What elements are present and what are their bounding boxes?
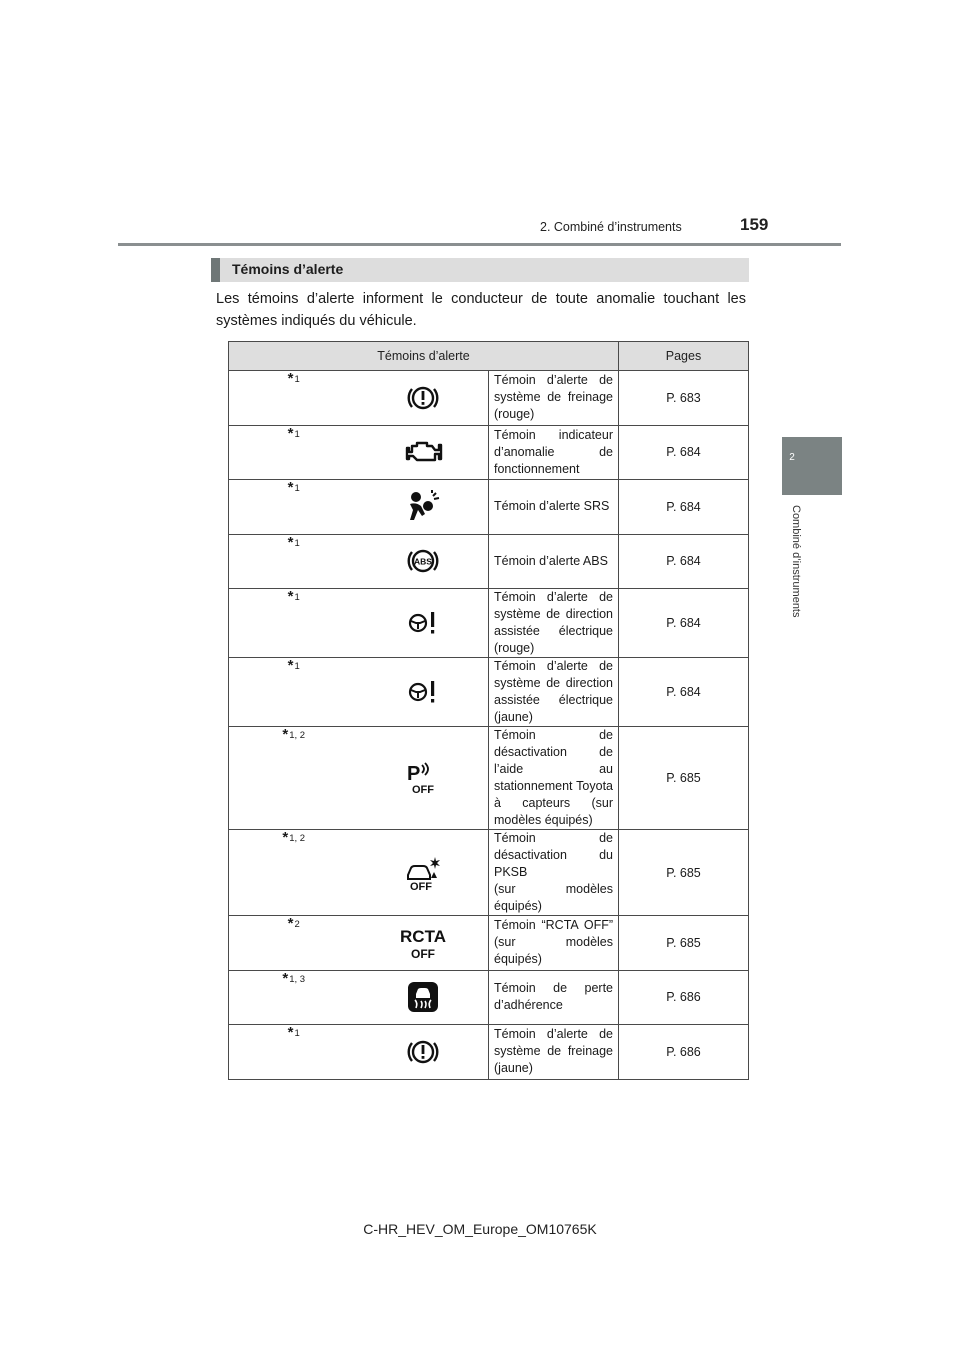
table-row [229,589,749,658]
footnote-mark: * 1 [229,371,359,426]
header-section-title: 2. Combiné d’instruments [540,220,682,234]
footnote-mark: * 1 [229,425,359,480]
row-description: Témoin d’alerte de système de freinage (jaune) [489,1025,619,1080]
chapter-tab-number: 2 [789,452,795,463]
footnote-mark: * 1, 3 [229,970,359,1025]
row-page-link[interactable]: P. 684 [619,589,749,658]
table-row [229,1025,749,1080]
row-page-link[interactable]: P. 685 [619,727,749,830]
row-page-link[interactable]: P. 686 [619,1025,749,1080]
power-steering-icon [359,658,489,727]
parking-assist-off-icon [359,727,489,830]
intro-paragraph: Les témoins d’alerte informent le conducteur de toute anomalie touchant les systèmes indiqués du véhicule. [216,291,746,329]
table-header-pages: Pages [619,342,749,371]
svg-text:OFF: OFF [411,946,436,961]
footnote-mark: * 1 [229,534,359,589]
table-row [229,425,749,480]
row-description: Témoin d’alerte de système de freinage (rouge) [489,371,619,426]
brake-warning-icon [359,371,489,426]
row-page-link[interactable]: P. 684 [619,425,749,480]
section-title: Témoins d’alerte [232,261,344,277]
row-description: Témoin de perte d’adhérence [489,970,619,1025]
table-row [229,371,749,426]
table-header-row [229,342,749,371]
row-page-link[interactable]: P. 685 [619,830,749,916]
row-page-link[interactable]: P. 683 [619,371,749,426]
footnote-mark: * 2 [229,916,359,971]
slip-indicator-icon [359,970,489,1025]
chapter-tab[interactable] [782,437,842,495]
svg-text:OFF: OFF [412,784,435,796]
table-row [229,480,749,535]
engine-check-icon [359,425,489,480]
row-description: Témoin d’alerte de système de direction assistée électrique (jaune) [489,658,619,727]
section-heading-bar [211,258,749,282]
table-row [229,534,749,589]
row-page-link[interactable]: P. 686 [619,970,749,1025]
svg-text:P: P [407,763,421,785]
srs-airbag-icon [359,480,489,535]
svg-text:ABS: ABS [414,556,433,567]
pksb-off-icon [359,830,489,916]
table-row [229,916,749,971]
row-description: Témoin “RCTA OFF” (sur modèles équipés) [489,916,619,971]
header-divider [118,243,841,246]
footnote-mark: * 1 [229,658,359,727]
document-footer: C-HR_HEV_OM_Europe_OM10765K [363,1221,597,1237]
warning-lights-table [228,341,749,1080]
row-description: Témoin d’alerte de système de direction assistée électrique (rouge) [489,589,619,658]
brake-warning-icon [359,1025,489,1080]
table-row [229,658,749,727]
footnote-mark: * 1 [229,480,359,535]
abs-warning-icon [359,534,489,589]
chapter-tab-label: Combiné d’instruments [790,505,802,618]
footnote-mark: * 1, 2 [229,830,359,916]
row-description: Témoin d’alerte ABS [489,534,619,589]
row-description: Témoin d’alerte SRS [489,480,619,535]
table-row [229,727,749,830]
page-number: 159 [740,215,769,234]
svg-text:OFF: OFF [410,880,433,891]
row-page-link[interactable]: P. 685 [619,916,749,971]
row-page-link[interactable]: P. 684 [619,658,749,727]
footnote-mark: * 1 [229,1025,359,1080]
rcta-off-icon [359,916,489,971]
table-row [229,830,749,916]
power-steering-icon [359,589,489,658]
row-description: Témoin de désactivation du PKSB (sur modèles équipés) [489,830,619,916]
footnote-mark: * 1, 2 [229,727,359,830]
table-row [229,970,749,1025]
svg-text:RCTA: RCTA [400,926,447,946]
row-page-link[interactable]: P. 684 [619,480,749,535]
row-description: Témoin indicateur d’anomalie de fonctionnement [489,425,619,480]
row-page-link[interactable]: P. 684 [619,534,749,589]
footnote-mark: * 1 [229,589,359,658]
table-header-warning-lights: Témoins d’alerte [229,342,619,371]
row-description: Témoin de désactivation de l’aide au stationnement Toyota à capteurs (sur modèles équipés) [489,727,619,830]
